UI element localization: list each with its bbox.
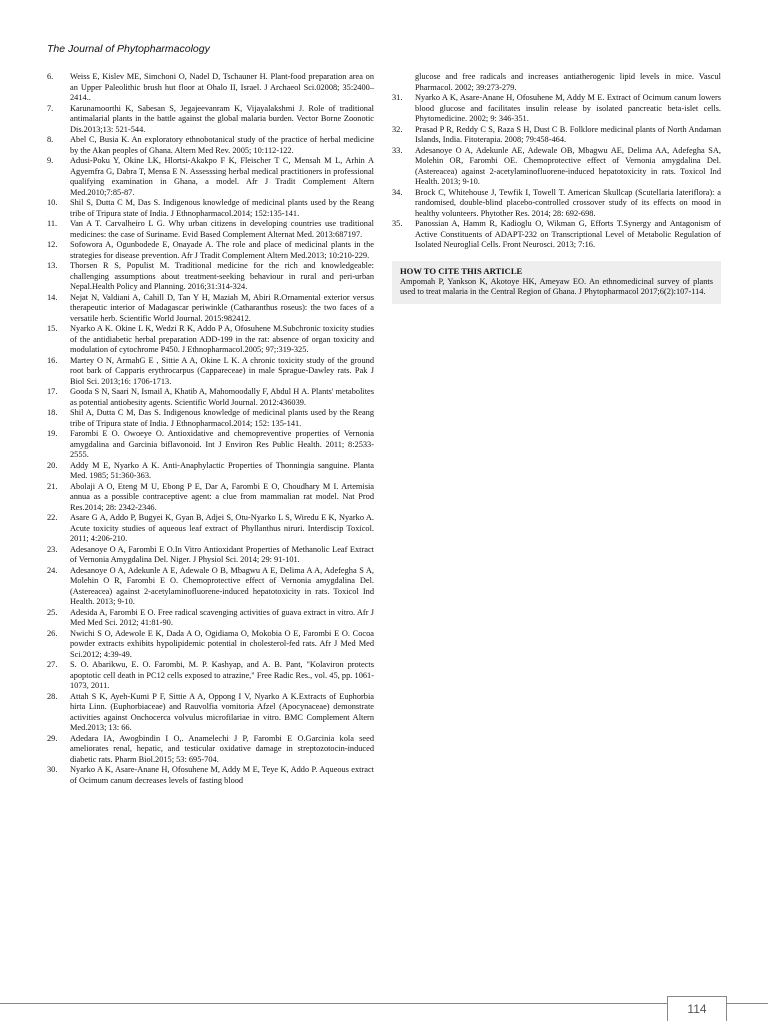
reference-text: Abolaji A O, Eteng M U, Ebong P E, Dar A, Farombi E O, Choudhary M I. Artemisia annua as a possible contraceptive agent: a clue from mammalian rat model. Nat Prod Res.2014; 28: 2342-2346. [70,481,374,512]
reference-number: 8. [47,135,54,144]
reference-number: 25. [47,607,58,617]
reference-item [47,240,374,261]
reference-number: 17. [47,387,58,396]
reference-item [47,566,374,608]
reference-item [47,198,374,219]
reference-number: 21. [47,481,58,491]
reference-item [47,72,374,104]
reference-number: 30. [47,765,58,774]
reference-text: Adesanoye O A, Farombi E O.In Vitro Antioxidant Properties of Methanolic Leaf Extract of Vernonia Amygdalina Del. Niger. J Physiol Sci. 2014; 29: 91-101. [70,544,374,564]
reference-text: Adusi-Poku Y, Okine LK, Hlortsi-Akakpo F K, Fleischer T C, Mensah M L, Arhin A Agyemfra G, Dabra T, Mensa E N. Assesssing herbal medical practitioners in professional qualifying examination in Ghana, a model. Afr J Tradit Complement Altern Med.2010;7:85-87. [70,156,374,197]
reference-text: Farombi E O. Owoeye O. Antioxidative and chemopreventive properties of Vernonia amygdalina and Garcinia biflavonoid. Int J Environ Res Public Health. 2011; 8:2533-2555. [70,429,374,459]
reference-text: Nyarko A K. Okine L K, Wedzi R K, Addo P A, Ofosuhene M.Subchronic toxicity studies of the antidiabetic herbal preparation ADD-199 in the rat: absence of organ toxicity and modulation of cytochrome P450. J Ethnopharmacol.2005; 97;:319-325. [70,324,374,354]
reference-item [47,156,374,198]
reference-item [47,629,374,661]
reference-number: 24. [47,565,58,575]
reference-text: Gooda S N, Saari N, Ismail A, Khatib A, Mahomoodally F, Abdul H A. Plants' metabolites as potential antiobesity agents. Scientific World Journal. 2012:436039. [70,387,374,407]
reference-item [47,482,374,514]
reference-item [47,135,374,156]
reference-text: Panossian A, Hamm R, Kadioglu O, Wikman G, Efforts T.Synergy and Antagonism of Active Constituents of ADAPT-232 on Transcriptional Level of Metabolic Regulation of Isolated Neuroglial Cells. Front Neurosci. 2013; 7:16. [415,219,721,249]
reference-item [392,125,721,146]
footer-rule [0,1003,768,1004]
reference-item [47,293,374,325]
reference-text: Adesida A, Farombi E O. Free radical scavenging activities of guava extract in vitro. Afr J Med Med Sci. 2012; 41:81-90. [70,607,374,627]
reference-number: 14. [47,292,58,302]
reference-item [47,219,374,240]
reference-number: 7. [47,103,54,113]
reference-number: 10. [47,198,58,207]
reference-number: 26. [47,628,58,638]
reference-number: 28. [47,691,58,701]
journal-title: The Journal of Phytopharmacology [47,43,210,55]
reference-text: Abel C, Busia K. An exploratory ethnobotanical study of the practice of herbal medicine by the Akan peoples of Ghana. Altern Med Rev. 2005; 10:112-122. [70,135,374,155]
reference-item [47,387,374,408]
reference-item [47,429,374,461]
reference-item [47,104,374,136]
reference-number: 6. [47,72,54,81]
reference-number: 18. [47,408,58,417]
reference-number: 29. [47,733,58,743]
reference-text: Nwichi S O, Adewole E K, Dada A O, Ogidiama O, Mokobia O E, Farombi E O. Cocoa powder extracts exhibits hypolipidemic potential in cholesterol-fed rats. Afr J Med Med Sci.2012; 4:39-49. [70,628,374,659]
reference-text: Attah S K, Ayeh-Kumi P F, Sittie A A, Oppong I V, Nyarko A K.Extracts of Euphorbia hirta Linn. (Euphorbiaceae) and Rauvolfia vomitoria Afzel (Apocynaceae) demonstrate activities against Onchocerca volvulus microfilariae in vitro. BMC Complement Altern Med.2013; 13: 66. [70,691,374,732]
reference-number: 32. [392,124,403,134]
page-number: 114 [667,996,727,1021]
reference-number: 12. [47,240,58,249]
reference-item [392,219,721,251]
references-left-column [47,72,374,786]
reference-item [47,513,374,545]
reference-text: Weiss E, Kislev ME, Simchoni O, Nadel D, Tschauner H. Plant-food preparation area on an Upper Paleolithic brush hut floor at Ohalo II, Israel. J Archaeol Sci.02008; 35:2400–2414.. [70,72,374,102]
reference-item [47,608,374,629]
reference-number: 11. [47,219,58,228]
reference-item [392,93,721,125]
reference-item [47,261,374,293]
reference-item [47,660,374,692]
reference-continuation [392,72,721,93]
reference-item [392,188,721,220]
reference-number: 27. [47,660,58,669]
reference-text: Martey O N, ArmahG E , Sittie A A, Okine L K. A chronic toxicity study of the ground root bark of Capparis erythrocarpus (Cappareceae) in male Sprague-Dawley rats. Pak J Biol Sci. 2013;16: 1706-1713. [70,355,374,386]
reference-item [47,324,374,356]
reference-number: 31. [392,93,403,102]
reference-number: 22. [47,513,58,522]
reference-number: 15. [47,324,58,333]
reference-text: Adesanoye O A, Adekunle A E, Adewale O B, Mbagwu A E, Delima A A, Adefegha S A, Molehin O R, Farombi E O. Chemoprotective effect of Vernonia amygdalina Del. (Astereacea) against 2-acetylaminofluorene-induced hepatotoxicity in rats. Toxicol Ind Health. 2013; 9-10. [70,565,374,606]
reference-text: Sofowora A, Ogunbodede E, Onayade A. The role and place of medicinal plants in the strategies for disease prevention. Afr J Tradit Complement Altern Med.2013; 10:210-229. [70,240,374,260]
how-to-cite-text: Ampomah P, Yankson K, Akotoye HK, Ameyaw EO. An ethnomedicinal survey of plants used to treat malaria in the Central Region of Ghana. J Phytopharmacol 2017;6(2):107-114. [400,276,713,296]
reference-item [392,146,721,188]
reference-text: Asare G A, Addo P, Bugyei K, Gyan B, Adjei S, Otu-Nyarko L S, Wiredu E K, Nyarko A. Acute toxicity studies of aqueous leaf extract of Phyllanthus niruri. Interdiscip Toxicol. 2011; 4:206-210. [70,513,374,543]
how-to-cite-heading: HOW TO CITE THIS ARTICLE [400,265,523,276]
reference-text: Van A T. Carvalheiro L G. Why urban citizens in developing countries use traditional medicines: the case of Suriname. Evid Based Complement Alternat Med. 2013:687197. [70,219,374,239]
reference-text: Nyarko A K, Asare-Anane H, Ofosuhene M, Addy M E, Teye K, Addo P. Aqueous extract of Ocimum canum decreases levels of fasting blood [70,765,374,785]
reference-item [47,545,374,566]
reference-item [47,461,374,482]
reference-text: Brock C, Whitehouse J, Tewfik I, Towell T. American Skullcap (Scutellaria lateriflora): a randomised, double-blind placebo-controlled crossover study of its effects on mood in healthy volunteers. Phytother Res. 2014; 28: 692-698. [415,187,721,218]
reference-number: 16. [47,355,58,365]
reference-text: glucose and free radicals and increases antiatherogenic lipid levels in mice. Vascul Pharmacol. 2002; 39:273-279. [415,72,721,92]
reference-number: 20. [47,460,58,470]
reference-number: 33. [392,145,403,155]
reference-item [47,408,374,429]
reference-item [47,692,374,734]
references-right-column [392,72,721,304]
how-to-cite-box [392,261,721,304]
reference-number: 35. [392,219,403,228]
reference-number: 13. [47,261,58,270]
reference-text: Nejat N, Valdiani A, Cahill D, Tan Y H, Maziah M, Abiri R.Ornamental exterior versus therapeutic interior of Madagascar periwinkle (Catharanthus roseus): the two faces of a versatile herb. Scientific World Journal. 2015:982412. [70,292,374,323]
reference-number: 9. [47,156,54,165]
reference-item [47,734,374,766]
reference-text: Prasad P R, Reddy C S, Raza S H, Dust C B. Folklore medicinal plants of North Andaman Islands, India. Fitoterapia. 2008; 79:458-464. [415,124,721,144]
reference-text: Addy M E, Nyarko A K. Anti-Anaphylactic Properties of Thonningia sanguine. Planta Med. 1985; 51:360-363. [70,460,374,480]
reference-number: 23. [47,544,58,554]
reference-text: Thorsen R S, Populist M. Traditional medicine for the rich and knowledgeable: challenging assumptions about treatment-seeking behaviour in rural and peri-urban Nepal.Health Policy and Planning. 2016;31:314-324. [70,261,374,291]
reference-text: S. O. Abarikwu, E. O. Farombi, M. P. Kashyap, and A. B. Pant, "Kolaviron protects apoptotic cell death in PC12 cells exposed to atrazine," Free Radic Res., vol. 45, pp. 1061-1073, 2011. [70,660,374,690]
reference-text: Adesanoye O A, Adekunle AE, Adewale OB, Mbagwu AE, Delima AA, Adefegha SA, Molehin OR, Farombi OE. Chemoprotective effect of Vernonia amygdalina Del. (Astereacea) against 2-acetylaminofluorene-induced hepatotoxicity in rats. Toxicol Ind Health. 2013; 9-10. [415,145,721,186]
reference-text: Nyarko A K, Asare-Anane H, Ofosuhene M, Addy M E. Extract of Ocimum canum lowers blood glucose and facilitates insulin release by isolated pancreatic beta-islet cells. Phytomedicine. 2002; 9: 346-351. [415,93,721,123]
reference-text: Shil A, Dutta C M, Das S. Indigenous knowledge of medicinal plants used by the Reang tribe of Tripura state of India. J Ethnopharmacol.2014; 152: 135-141. [70,408,374,428]
reference-item [47,765,374,786]
reference-text: Karunamoorthi K, Sabesan S, Jegajeevanram K, Vijayalakshmi J. Role of traditional antimalarial plants in the battle against the global malaria burden. Vector Borne Zoonotic Dis.2013;13: 521-544. [70,103,374,134]
reference-text: Adedara IA, Awogbindin I O,. Anamelechi J P, Farombi E O.Garcinia kola seed ameliorates renal, hepatic, and testicular oxidative damage in streptozotocin-induced diabetic rats. Pharm Biol.2015; 53: 695-704. [70,733,374,764]
reference-item [47,356,374,388]
reference-text: Shil S, Dutta C M, Das S. Indigenous knowledge of medicinal plants used by the Reang tribe of Tripura state of India. J Ethnopharmacol.2014; 152:135-141. [70,198,374,218]
reference-number: 19. [47,429,58,438]
reference-number: 34. [392,187,403,197]
